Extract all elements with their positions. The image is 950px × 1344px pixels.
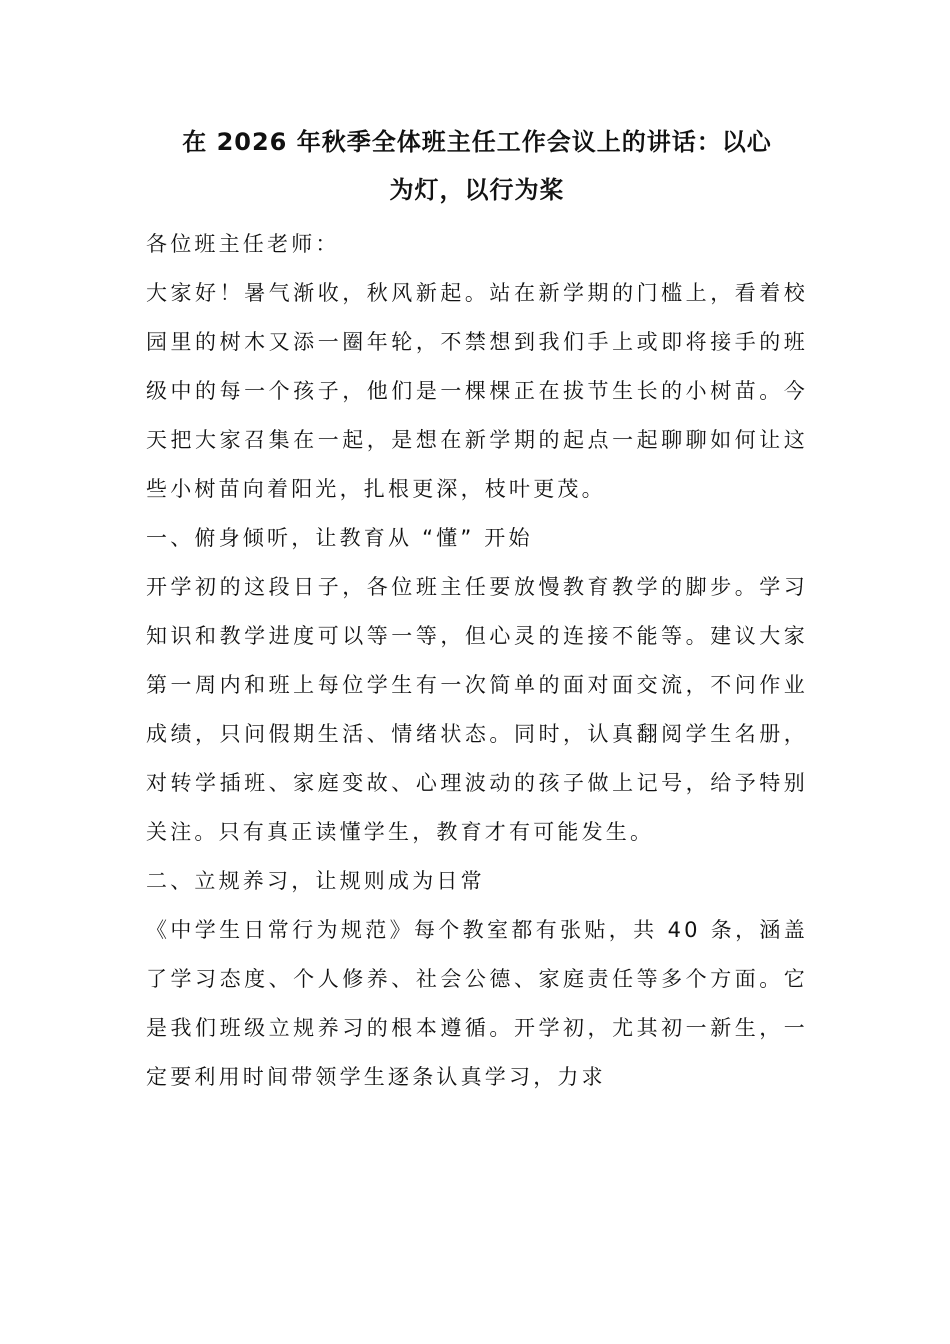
- document-title: [146, 118, 808, 214]
- section-1-heading: 一、俯身倾听，让教育从 “懂” 开始: [146, 526, 533, 550]
- document-page: [146, 118, 808, 1102]
- section-2-paragraph: 《中学生日常行为规范》每个教室都有张贴，共 40 条，涵盖了学习态度、个人修养、社会公德、家庭责任等多个方面。它是我们班级立规养习的根本遵循。开学初，尤其初一新生，一定要利用时间带领学生逐条认真学习，力求: [146, 918, 808, 1089]
- title-line-1: 在 2026 年秋季全体班主任工作会议上的讲话：以心: [182, 128, 772, 156]
- title-line-2: 为灯，以行为桨: [389, 176, 565, 204]
- section-1-paragraph: 开学初的这段日子，各位班主任要放慢教育教学的脚步。学习知识和教学进度可以等一等，但心灵的连接不能等。建议大家第一周内和班上每位学生有一次简单的面对面交流，不问作业成绩，只问假期生活、情绪状态。同时，认真翻阅学生名册，对转学插班、家庭变故、心理波动的孩子做上记号，给予特别关注。只有真正读懂学生，教育才有可能发生。: [146, 575, 808, 844]
- salutation: 各位班主任老师：: [146, 232, 340, 256]
- intro-paragraph: 大家好！暑气渐收，秋风新起。站在新学期的门槛上，看着校园里的树木又添一圈年轮，不禁想到我们手上或即将接手的班级中的每一个孩子，他们是一棵棵正在拔节生长的小树苗。今天把大家召集在一起，是想在新学期的起点一起聊聊如何让这些小树苗向着阳光，扎根更深，枝叶更茂。: [146, 281, 808, 501]
- document-body: [146, 220, 808, 1102]
- section-2-heading: 二、立规养习，让规则成为日常: [146, 869, 485, 893]
